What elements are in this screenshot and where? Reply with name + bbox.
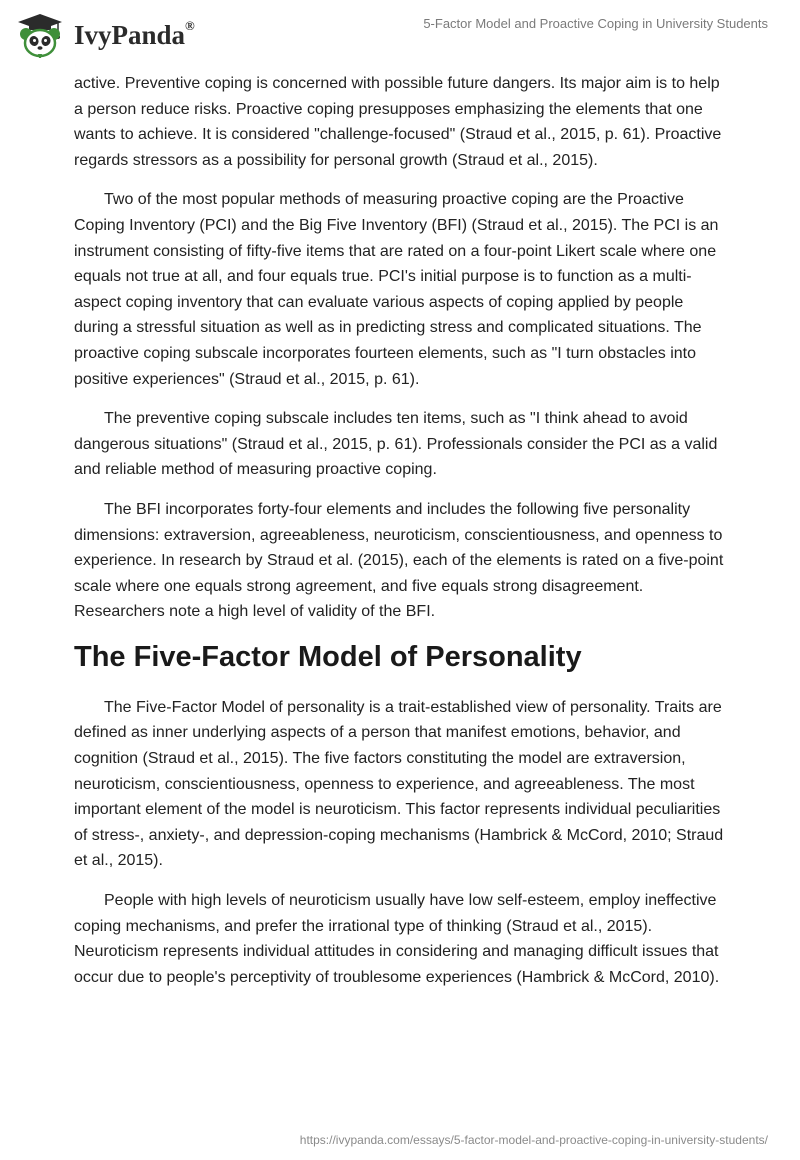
- paragraph-4: The BFI incorporates forty-four elements and includes the following five personality dimensions: extraversion, agreeableness, neuroticism, conscientiousness, and openness to experience. In research by Straud et al. (2015), each of the elements is rated on a five-point scale where one equals strong agreement, and five equals strong disagreement. Researchers note a high level of validity of the BFI.: [74, 500, 724, 621]
- panda-logo-icon: [14, 12, 66, 58]
- paragraph-5: The Five-Factor Model of personality is a trait-established view of personality. Traits are defined as inner underlying aspects of a person that manifest emotions, behavior, and cognition (Straud et al., 2015). The five factors constituting the model are extraversion, neuroticism, conscientiousness, openness to experience, and agreeableness. The most important element of the model is neuroticism. This factor represents individual peculiarities of stress-, anxiety-, and depression-coping mechanisms (Hambrick & McCord, 2010; Straud et al., 2015).: [74, 698, 724, 870]
- page-header: [0, 0, 800, 70]
- paragraph-1: active. Preventive coping is concerned with possible future dangers. Its major aim is to help a person reduce risks. Proactive coping presupposes emphasizing the elements that one wants to achieve. It is considered "challenge-focused" (Straud et al., 2015, p. 61). Proactive regards stressors as a possibility for personal growth (Straud et al., 2015).: [74, 75, 722, 169]
- paragraph-3: The preventive coping subscale includes ten items, such as "I think ahead to avoid dangerous situations" (Straud et al., 2015, p. 61). Professionals consider the PCI as a valid and reliable method of measuring proactive coping.: [74, 410, 718, 479]
- brand-logo[interactable]: [14, 12, 195, 58]
- section-heading: The Five-Factor Model of Personality: [74, 640, 582, 673]
- source-url[interactable]: https://ivypanda.com/essays/5-factor-model-and-proactive-coping-in-university-students/: [299, 1133, 768, 1147]
- paragraph-2: Two of the most popular methods of measuring proactive coping are the Proactive Coping Inventory (PCI) and the Big Five Inventory (BFI) (Straud et al., 2015). The PCI is an instrument consisting of fifty-five items that are rated on a four-point Likert scale where one equals not true at all, and four equals true. PCI's initial purpose is to function as a multi-aspect coping inventory that can evaluate various aspects of coping applied by people during a stressful situation as well as in predicting stress and complicated situations. The proactive coping subscale incorporates fourteen elements, such as "I turn obstacles into positive experiences" (Straud et al., 2015, p. 61).: [74, 191, 719, 388]
- brand-name: IvyPanda®: [74, 17, 195, 50]
- document-title: 5-Factor Model and Proactive Coping in University Students: [423, 16, 768, 31]
- paragraph-6: People with high levels of neuroticism usually have low self-esteem, employ ineffective coping mechanisms, and prefer the irrational type of thinking (Straud et al., 2015). Neuroticism represents individual attitudes in considering and managing difficult issues that occur due to people's perceptivity of troublesome experiences (Hambrick & McCord, 2010).: [74, 892, 720, 986]
- essay-body: [74, 71, 726, 1004]
- registered-mark: ®: [185, 17, 195, 33]
